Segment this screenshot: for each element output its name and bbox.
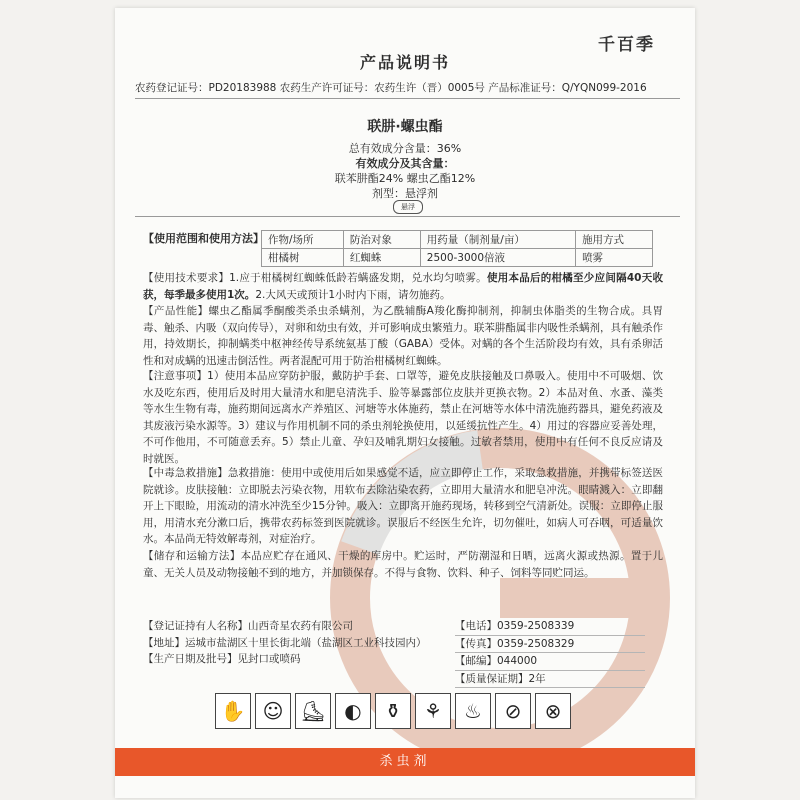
ingredients-heading: 有效成分及其含量： bbox=[355, 157, 455, 170]
column-header: 用药量（制剂量/亩） bbox=[420, 231, 575, 249]
section-text: 本品应贮存在通风、干燥的库房中。贮运时，严防潮湿和日晒，远离火源或热源。置于儿童、无关人员及动物接触不到的地方，并加锁保存。不得与食物、饮料、种子、饲料等同贮同运。 bbox=[143, 550, 664, 579]
holder-value: 山西奇星农药有限公司 bbox=[248, 620, 353, 632]
date-label: 【生产日期及批号】 bbox=[143, 653, 238, 665]
usage-section-label: 【使用范围和使用方法】 bbox=[143, 232, 264, 245]
storage-transport bbox=[143, 548, 663, 581]
holder-label: 【登记证持有人名称】 bbox=[143, 620, 248, 632]
spraying-icon: ⚘ bbox=[415, 693, 451, 729]
section-text: 1.应于柑橘树红蜘蛛低龄若螨盛发期，兑水均匀喷雾。 bbox=[229, 272, 487, 284]
fax-value: 0359-2508329 bbox=[497, 637, 575, 650]
section-text: 螺虫乙酯属季酮酸类杀虫杀螨剂，为乙酰辅酶A羧化酶抑制剂，抑制虫体脂类的生物合成。具胃毒、触杀、内吸（双向传导），对卵和幼虫有效，并可影响成虫繁殖力。联苯肼酯属非内吸性杀螨剂，具有触杀作用，持效期长，抑制螨类中枢神经传导系统氨基丁酸（GABA）受体。对螨的各个生活阶段均有效，具有杀卵活性和对成螨的迅速击倒活性。两者混配可用于防治柑橘树红蜘蛛。 bbox=[143, 305, 663, 367]
category-bar: 杀虫剂 bbox=[115, 748, 695, 776]
gloves-icon: ✋ bbox=[215, 693, 251, 729]
phone-label: 【电话】 bbox=[455, 620, 497, 632]
section-text: 2.大风天或预计1小时内下雨，请勿施药。 bbox=[255, 288, 451, 301]
section-label: 【产品性能】 bbox=[143, 305, 209, 317]
total-content: 总有效成分含量：36% bbox=[348, 142, 462, 155]
company-info bbox=[143, 618, 443, 668]
section-label: 【储存和运输方法】 bbox=[143, 550, 241, 562]
cautions bbox=[143, 368, 663, 467]
usage-table bbox=[261, 230, 653, 267]
phone-value: 0359-2508339 bbox=[497, 620, 575, 632]
column-header: 施用方式 bbox=[576, 231, 653, 249]
safety-pictograms bbox=[215, 693, 571, 729]
fax-label: 【传真】 bbox=[455, 637, 497, 650]
address-label: 【地址】 bbox=[143, 636, 185, 649]
column-header: 防治对象 bbox=[343, 231, 420, 249]
tech-requirements bbox=[143, 270, 663, 303]
no-livestock-icon: ⊘ bbox=[495, 693, 531, 729]
product-name: 联肼·螺虫酯 bbox=[367, 119, 443, 135]
section-text: 急救措施：使用中或使用后如果感觉不适，应立即停止工作，采取急救措施，并携带标签送医院就诊。皮肤接触：立即脱去污染衣物，用软布去除沾染农药，立即用大量清水和肥皂冲洗。眼睛溅入：立即翻开上下眼睑，用流动的清水冲洗至少15分钟。吸入：立即离开施药现场，转移到空气清新处。误服：立即停止服用，用清水充分漱口后，携带农药标签到医院就诊。误服后不经医生允许，切勿催吐，如病人可吞咽，可适量饮水。本品尚无特效解毒剂，对症治疗。 bbox=[143, 467, 664, 545]
post-label: 【邮编】 bbox=[455, 655, 497, 667]
section-text: 1）使用本品应穿防护服，戴防护手套、口罩等，避免皮肤接触及口鼻吸入。使用中不可吸烟、饮水及吃东西，使用后及时用大量清水和肥皂清洗手、脸等暴露部位皮肤并更换衣物。2）本品对鱼、水蚤、藻类等水生生物有毒，施药期间远离水产养殖区、河塘等水体施药，禁止在河塘等水体中清洗施药器具，避免药液及其废液污染水源等。3）建议与作用机制不同的杀虫剂轮换使用，以延缓抗性产生。4）用过的容器应妥善处理，不可作他用，不可随意丢弃。5）禁止儿童、孕妇及哺乳期妇女接触。过敏者禁用，使用中有任何不良反应请及时就医。 bbox=[143, 370, 663, 465]
wash-icon: ♨ bbox=[455, 693, 491, 729]
formulation: 剂型：悬浮剂 bbox=[372, 187, 438, 200]
section-text-bold: 使用本品后的柑橘至少应间隔40天收获，每季最多使用1次。 bbox=[143, 272, 663, 301]
sprayer-icon: ⚱ bbox=[375, 693, 411, 729]
product-performance bbox=[143, 303, 663, 369]
shelf-label: 【质量保证期】 bbox=[455, 672, 529, 685]
boots-icon: ⛸ bbox=[295, 693, 331, 729]
divider bbox=[135, 98, 680, 99]
date-value: 见封口或喷码 bbox=[237, 653, 301, 665]
page-title: 产品说明书 bbox=[359, 53, 450, 72]
divider bbox=[135, 216, 680, 217]
table-cell: 2500-3000倍液 bbox=[420, 249, 575, 267]
table-header-row bbox=[262, 231, 653, 249]
shelf-value: 2年 bbox=[528, 672, 546, 685]
contact-info bbox=[455, 618, 645, 688]
formulation-stamp: 悬浮 bbox=[393, 200, 423, 214]
brand-name: 千百季 bbox=[598, 35, 655, 55]
address-value: 运城市盐湖区十里长街北端（盐湖区工业科技园内） bbox=[185, 636, 427, 649]
section-label: 【使用技术要求】 bbox=[143, 272, 230, 284]
section-label: 【中毒急救措施】 bbox=[143, 467, 228, 479]
first-aid bbox=[143, 465, 663, 548]
table-cell: 红蜘蛛 bbox=[343, 249, 420, 267]
registration-line: 农药登记证号：PD20183988 农药生产许可证号：农药生许（晋）0005号 产品标准证号：Q/YQN099-2016 bbox=[135, 82, 647, 94]
column-header: 作物/场所 bbox=[262, 231, 344, 249]
face-shield-icon: ◐ bbox=[335, 693, 371, 729]
post-value: 044000 bbox=[497, 655, 538, 667]
section-label: 【注意事项】 bbox=[143, 370, 208, 382]
table-row bbox=[262, 249, 653, 267]
label-sheet bbox=[115, 8, 695, 798]
table-cell: 柑橘树 bbox=[262, 249, 344, 267]
mask-icon: ☺ bbox=[255, 693, 291, 729]
no-fish-icon: ⊗ bbox=[535, 693, 571, 729]
table-cell: 喷雾 bbox=[576, 249, 653, 267]
ingredients: 联苯肼酯24% 螺虫乙酯12% bbox=[334, 172, 476, 185]
